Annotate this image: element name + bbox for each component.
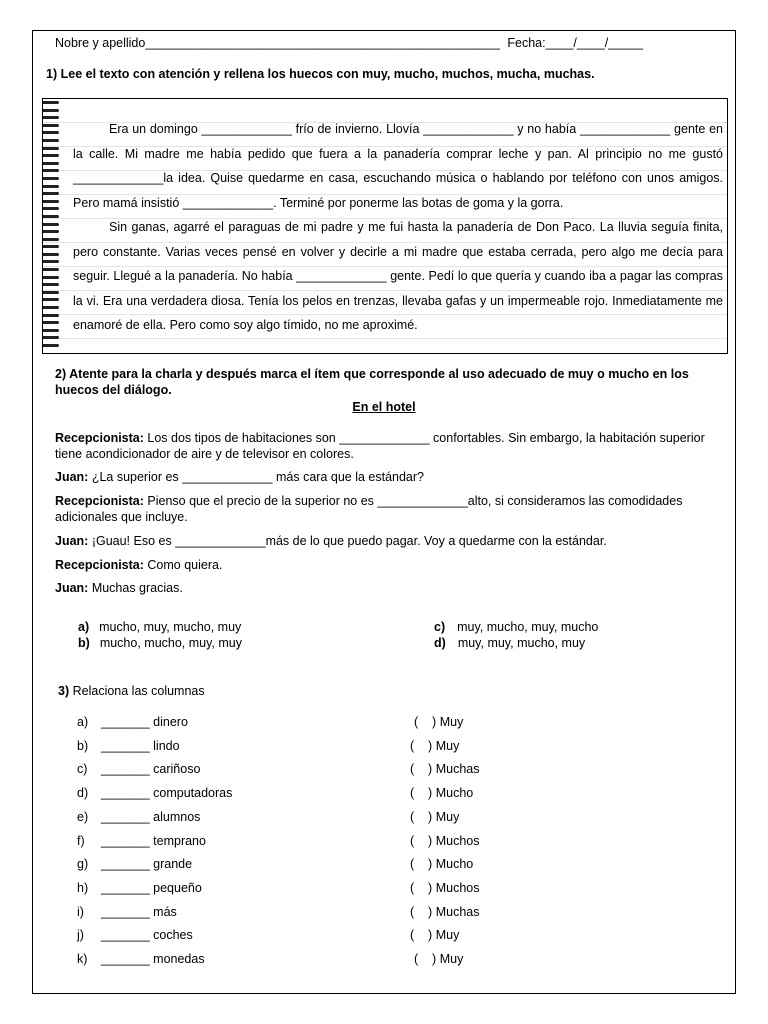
match-row-right[interactable] xyxy=(410,905,479,919)
q1-instruction-line xyxy=(46,67,595,81)
option-text: mucho, mucho, muy, muy xyxy=(99,636,242,650)
match-row-right[interactable] xyxy=(410,786,473,800)
option-c[interactable] xyxy=(434,620,598,634)
date-label: Fecha: xyxy=(507,36,546,50)
option-letter: b) xyxy=(78,636,90,650)
dialogue-text: Pienso que el precio de la superior no es _____________alto, si consideramos las comodidades adicionales que incluye. xyxy=(55,494,683,524)
story-paragraph-1: Era un domingo _____________ frío de invierno. Llovía _____________ y no había _____________ gente en la calle. Mi madre me había pedido que fuera a la panadería comprar leche y pan. Al principio no me gustó _____________la idea. Quise quedarme en casa, escuchando música o hablando por teléfono con unos amigos. Pero mamá insistió _____________. Terminé por ponerme las botas de goma y la gorra. xyxy=(73,122,723,210)
q3-instruction: Relaciona las columnas xyxy=(72,684,205,698)
match-word: más xyxy=(153,905,177,919)
speaker: Juan: xyxy=(55,581,89,595)
match-blank[interactable]: _______ xyxy=(101,857,150,871)
name-blank[interactable]: ___________________________________________________ xyxy=(145,36,500,50)
match-row-right[interactable] xyxy=(414,715,463,729)
match-blank[interactable]: _______ xyxy=(101,715,150,729)
match-blank[interactable]: _______ xyxy=(101,952,150,966)
answer-parens[interactable]: ( ) xyxy=(414,715,437,729)
match-word: alumnos xyxy=(153,810,201,824)
match-letter: b) xyxy=(77,739,89,753)
option-letter: d) xyxy=(434,636,446,650)
option-letter: a) xyxy=(78,620,90,634)
option-b[interactable] xyxy=(78,636,242,650)
q1-instruction: Lee el texto con atención y rellena los huecos con muy, mucho, muchos, mucha, muchas. xyxy=(60,67,595,81)
q2-instruction-line xyxy=(55,366,723,398)
speaker: Juan: xyxy=(55,470,89,484)
answer-option: Mucho xyxy=(435,786,474,800)
name-label: Nobre y apellido xyxy=(55,36,146,50)
match-letter: g) xyxy=(77,857,89,871)
match-blank[interactable]: _______ xyxy=(101,810,150,824)
q2-number: 2) xyxy=(55,367,67,381)
match-word: monedas xyxy=(153,952,205,966)
match-letter: f) xyxy=(77,834,85,848)
match-blank[interactable]: _______ xyxy=(101,762,150,776)
match-row-left xyxy=(77,786,232,800)
answer-parens[interactable]: ( ) xyxy=(414,952,437,966)
option-d[interactable] xyxy=(434,636,585,650)
match-blank[interactable]: _______ xyxy=(101,786,150,800)
option-text: muy, muy, mucho, muy xyxy=(457,636,586,650)
match-row-left xyxy=(77,905,177,919)
header-line xyxy=(55,36,643,50)
speaker: Recepcionista: xyxy=(55,431,144,445)
dialogue-line xyxy=(55,493,727,525)
q2-instruction: Atente para la charla y después marca el ítem que corresponde al uso adecuado de muy o mucho en los huecos del diálogo. xyxy=(55,367,689,397)
match-row-right[interactable] xyxy=(414,952,463,966)
story-paragraph-2: Sin ganas, agarré el paraguas de mi padre y me fui hasta la panadería de Don Paco. La lluvia seguía finita, pero constante. Varias veces pensé en volver y decirle a mi madre que estaba cerrada, pero algo me decía para seguir. Llegué a la panadería. No había _____________ gente. Pedí lo que quería y cuando iba a pagar las compras la vi. Era una verdadera diosa. Tenía los pelos en trenzas, llevaba gafas y un impermeable rojo. Inmediatamente me enamoré de ella. Pero como soy algo tímido, no me aproximé. xyxy=(73,220,723,332)
match-row-left xyxy=(77,857,192,871)
match-word: computadoras xyxy=(153,786,233,800)
notebook-box xyxy=(42,98,728,354)
answer-parens[interactable]: ( ) xyxy=(410,881,433,895)
match-row-left xyxy=(77,881,202,895)
match-letter: k) xyxy=(77,952,88,966)
match-blank[interactable]: _______ xyxy=(101,739,150,753)
match-row-right[interactable] xyxy=(410,762,479,776)
answer-parens[interactable]: ( ) xyxy=(410,739,433,753)
answer-parens[interactable]: ( ) xyxy=(410,786,433,800)
match-row-left xyxy=(77,810,200,824)
match-word: grande xyxy=(153,857,193,871)
match-row-right[interactable] xyxy=(410,881,479,895)
option-a[interactable] xyxy=(78,620,241,634)
match-letter: h) xyxy=(77,881,89,895)
match-row-right[interactable] xyxy=(410,928,459,942)
dialogue-text: Como quiera. xyxy=(143,558,223,572)
dialogue-text: ¡Guau! Eso es _____________más de lo que puedo pagar. Voy a quedarme con la estándar. xyxy=(88,534,607,548)
match-letter: d) xyxy=(77,786,89,800)
q1-number: 1) xyxy=(46,67,58,81)
q3-instruction-line xyxy=(58,684,205,698)
speaker: Recepcionista: xyxy=(55,494,144,508)
match-row-left xyxy=(77,834,206,848)
answer-option: Muy xyxy=(435,810,460,824)
match-letter: j) xyxy=(77,928,84,942)
match-blank[interactable]: _______ xyxy=(101,928,150,942)
answer-option: Muchos xyxy=(435,881,480,895)
answer-option: Mucho xyxy=(435,857,474,871)
match-row-left xyxy=(77,739,180,753)
q3-number: 3) xyxy=(58,684,70,698)
match-word: temprano xyxy=(153,834,206,848)
match-row-right[interactable] xyxy=(410,810,459,824)
dialogue-text: Muchas gracias. xyxy=(88,581,183,595)
dialogue-line xyxy=(55,557,727,573)
match-row-left xyxy=(77,928,193,942)
option-letter: c) xyxy=(434,620,446,634)
match-word: cariñoso xyxy=(153,762,201,776)
match-word: lindo xyxy=(153,739,180,753)
story-text xyxy=(73,117,723,338)
match-word: pequeño xyxy=(153,881,202,895)
match-blank[interactable]: _______ xyxy=(101,834,150,848)
match-row-left xyxy=(77,715,188,729)
match-blank[interactable]: _______ xyxy=(101,881,150,895)
dialogue-line xyxy=(55,580,727,596)
match-blank[interactable]: _______ xyxy=(101,905,150,919)
match-letter: e) xyxy=(77,810,89,824)
spiral-binding xyxy=(43,101,61,353)
dialogue-line xyxy=(55,430,727,462)
dialogue-title: En el hotel xyxy=(352,400,416,414)
option-text: mucho, muy, mucho, muy xyxy=(99,620,242,634)
match-row-left xyxy=(77,762,200,776)
answer-option: Muchas xyxy=(435,762,480,776)
match-row-left xyxy=(77,952,205,966)
date-blanks[interactable]: ____/____/_____ xyxy=(545,36,643,50)
answer-option: Muy xyxy=(439,715,464,729)
match-letter: a) xyxy=(77,715,89,729)
dialogue-text: ¿La superior es _____________ más cara que la estándar? xyxy=(88,470,424,484)
match-word: coches xyxy=(153,928,193,942)
speaker: Recepcionista: xyxy=(55,558,144,572)
answer-parens[interactable]: ( ) xyxy=(410,928,433,942)
match-row-right[interactable] xyxy=(410,857,473,871)
match-letter: c) xyxy=(77,762,88,776)
match-row-right[interactable] xyxy=(410,739,459,753)
speaker: Juan: xyxy=(55,534,89,548)
match-word: dinero xyxy=(153,715,188,729)
option-text: muy, mucho, muy, mucho xyxy=(457,620,599,634)
dialogue-text: Los dos tipos de habitaciones son _____________ confortables. Sin embargo, la habitación superior tiene acondicionador de aire y de televisor en colores. xyxy=(55,431,705,461)
answer-option: Muchos xyxy=(435,834,480,848)
answer-option: Muy xyxy=(435,928,460,942)
answer-parens[interactable]: ( ) xyxy=(410,905,433,919)
dialogue-line xyxy=(55,533,727,549)
answer-parens[interactable]: ( ) xyxy=(410,810,433,824)
answer-option: Muy xyxy=(435,739,460,753)
answer-parens[interactable]: ( ) xyxy=(410,762,433,776)
match-row-right[interactable] xyxy=(410,834,479,848)
answer-option: Muy xyxy=(439,952,464,966)
answer-parens[interactable]: ( ) xyxy=(410,857,433,871)
answer-option: Muchas xyxy=(435,905,480,919)
match-letter: i) xyxy=(77,905,84,919)
dialogue-line xyxy=(55,469,727,485)
answer-parens[interactable]: ( ) xyxy=(410,834,433,848)
